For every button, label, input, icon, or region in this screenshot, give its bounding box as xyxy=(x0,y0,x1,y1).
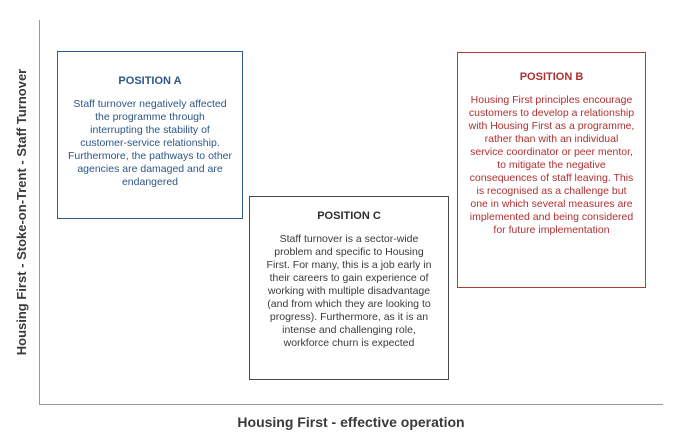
position-a-title: POSITION A xyxy=(118,75,182,87)
position-c-box xyxy=(249,196,449,380)
x-axis-line xyxy=(39,404,663,405)
y-axis-line xyxy=(39,20,40,405)
position-b-box xyxy=(457,52,646,288)
position-a-text: Staff turnover negatively affected the programme through interrupting the stability of customer-service relationship. Furthermore, the pathways to other agencies are damaged and are endangered xyxy=(68,98,232,188)
position-c-title: POSITION C xyxy=(317,210,381,222)
position-b-text: Housing First principles encourage customers to develop a relationship with Housing First as a programme, rather than with an individual service coordinator or peer mentor, to mitigate the negative consequences of staff leaving. This is recognised as a challenge but one in which several measures are implemented and being considered for future implementation xyxy=(468,94,635,236)
position-b-title: POSITION B xyxy=(519,71,584,83)
x-axis-label: Housing First - effective operation xyxy=(237,414,465,430)
position-c-text: Staff turnover is a sector-wide problem and specific to Housing First. For many, this is a job early in their careers to gain experience of working with multiple disadvantage (and from which they are looking to progress). Furthermore, as it is an intense and challenging role, workforce churn is expected xyxy=(266,233,432,349)
position-a-box xyxy=(57,51,243,219)
y-axis-label: Housing First - Stoke-on-Trent - Staff Turnover xyxy=(14,68,29,356)
